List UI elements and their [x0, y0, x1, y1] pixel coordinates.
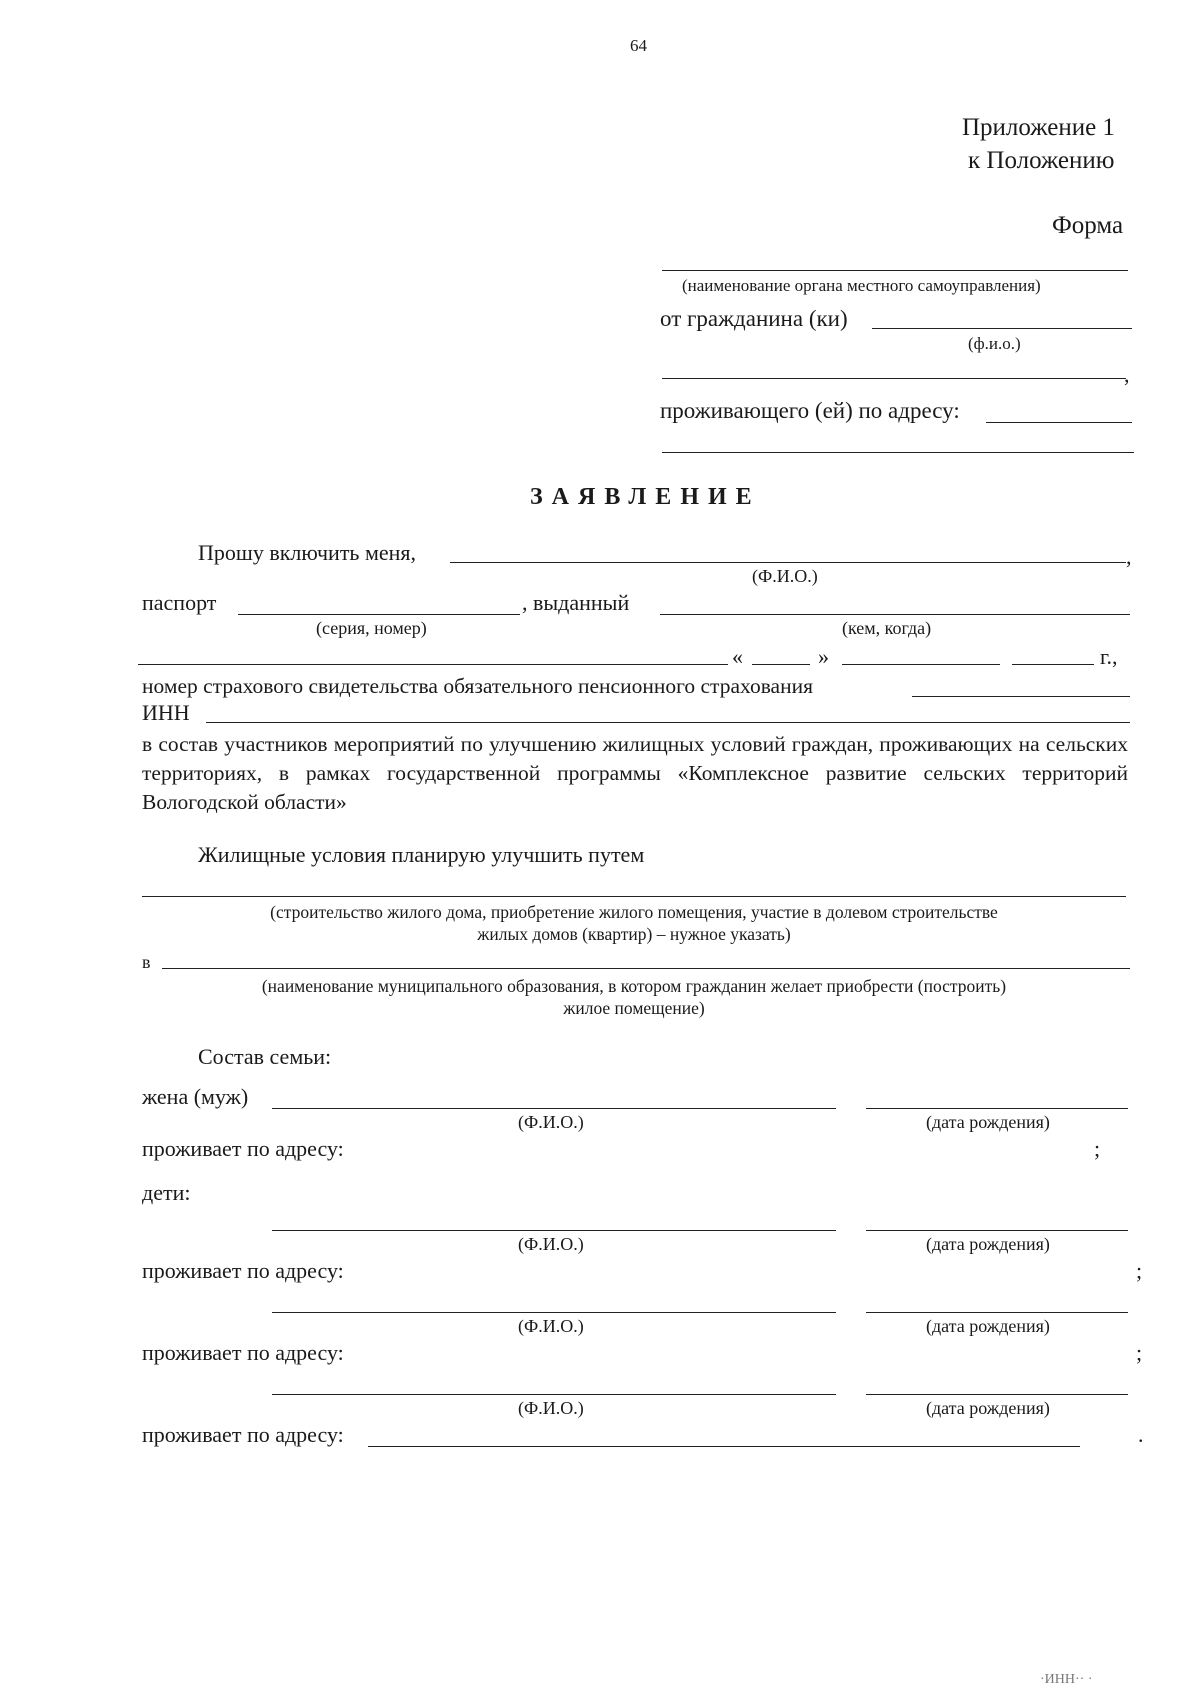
authority-line[interactable]: [662, 270, 1128, 271]
municipality-hint-2: жилое помещение): [563, 998, 705, 1018]
spouse-birth-hint: (дата рождения): [926, 1112, 1050, 1132]
residing-address-line-2[interactable]: [662, 452, 1134, 453]
program-paragraph: в состав участников мероприятий по улучшению жилищных условий граждан, проживающих на сельских территориях, в рамках государственной программы «Комплексное развитие сельских территорий Вологодской области»: [142, 732, 1128, 814]
citizen-fio-hint: (ф.и.о.): [968, 334, 1021, 353]
housing-method-hint-2: жилых домов (квартир) – нужное указать): [477, 924, 791, 944]
child-3-fio-line[interactable]: [272, 1394, 836, 1395]
passport-issuer-hint: (кем, когда): [842, 618, 932, 638]
child-1-address-label: проживает по адресу:: [142, 1258, 344, 1283]
authority-hint: (наименование органа местного самоуправления): [682, 276, 1041, 295]
date-quote-open: «: [732, 644, 743, 669]
child-3-address-end: .: [1138, 1422, 1144, 1447]
citizen-fio-line-2[interactable]: [662, 378, 1126, 379]
issue-month-line[interactable]: [842, 664, 1000, 665]
child-3-address-label: проживает по адресу:: [142, 1422, 344, 1447]
applicant-fio-hint: (Ф.И.О.): [752, 566, 818, 586]
spouse-address-end: ;: [1094, 1136, 1101, 1161]
regulation-label: к Положению: [968, 147, 1115, 174]
child-1-birth-line[interactable]: [866, 1230, 1128, 1231]
residing-at-label: проживающего (ей) по адресу:: [660, 398, 960, 423]
passport-issuer-line[interactable]: [660, 614, 1130, 615]
housing-method-line[interactable]: [142, 896, 1126, 897]
child-3-birth-line[interactable]: [866, 1394, 1128, 1395]
spouse-birth-line[interactable]: [866, 1108, 1128, 1109]
passport-label: паспорт: [142, 590, 217, 615]
passport-series-line[interactable]: [238, 614, 520, 615]
children-label: дети:: [142, 1180, 191, 1205]
municipality-prefix: в: [142, 952, 151, 972]
document-title: ЗАЯВЛЕНИЕ: [530, 484, 761, 510]
passport-series-hint: (серия, номер): [316, 618, 427, 638]
spouse-fio-hint: (Ф.И.О.): [518, 1112, 584, 1132]
applicant-fio-line[interactable]: [450, 562, 1126, 563]
issue-day-line[interactable]: [752, 664, 810, 665]
inn-line[interactable]: [206, 722, 1130, 723]
year-suffix: г.,: [1100, 644, 1118, 669]
child-1-fio-line[interactable]: [272, 1230, 836, 1231]
municipality-hint-1: (наименование муниципального образования, в котором гражданин желает приобрести (построить): [261, 976, 1007, 996]
child-3-fio-hint: (Ф.И.О.): [518, 1398, 584, 1418]
citizen-fio-comma: ,: [1124, 362, 1130, 387]
date-quote-close: »: [818, 644, 829, 669]
request-label: Прошу включить меня,: [198, 540, 417, 565]
form-label: Форма: [1052, 212, 1124, 239]
footer-mark: ·ИНН·· ·: [1040, 1672, 1093, 1687]
housing-plan-label: Жилищные условия планирую улучшить путем: [198, 842, 645, 867]
child-2-birth-hint: (дата рождения): [926, 1316, 1050, 1336]
applicant-fio-comma: ,: [1126, 544, 1132, 569]
child-2-fio-hint: (Ф.И.О.): [518, 1316, 584, 1336]
child-3-birth-hint: (дата рождения): [926, 1398, 1050, 1418]
passport-issuer-line-2[interactable]: [138, 664, 728, 665]
family-heading: Состав семьи:: [198, 1044, 332, 1069]
issued-label: , выданный: [522, 590, 630, 615]
child-2-birth-line[interactable]: [866, 1312, 1128, 1313]
inn-label: ИНН: [142, 700, 190, 725]
snils-line[interactable]: [912, 696, 1130, 697]
housing-method-hint-1: (строительство жилого дома, приобретение жилого помещения, участие в долевом строительстве: [270, 902, 998, 922]
child-2-address-label: проживает по адресу:: [142, 1340, 344, 1365]
citizen-fio-line[interactable]: [872, 328, 1132, 329]
page-number: 64: [630, 36, 647, 55]
spouse-label: жена (муж): [142, 1084, 249, 1109]
child-1-address-end: ;: [1136, 1258, 1143, 1283]
child-3-address-line[interactable]: [368, 1446, 1080, 1447]
snils-label: номер страхового свидетельства обязательного пенсионного страхования: [142, 674, 814, 698]
from-citizen-label: от гражданина (ки): [660, 306, 848, 331]
municipality-line[interactable]: [162, 968, 1130, 969]
spouse-fio-line[interactable]: [272, 1108, 836, 1109]
child-2-address-end: ;: [1136, 1340, 1143, 1365]
child-1-birth-hint: (дата рождения): [926, 1234, 1050, 1254]
spouse-address-label: проживает по адресу:: [142, 1136, 344, 1161]
residing-address-line[interactable]: [986, 422, 1132, 423]
child-2-fio-line[interactable]: [272, 1312, 836, 1313]
appendix-label: Приложение 1: [962, 114, 1115, 141]
issue-year-line[interactable]: [1012, 664, 1094, 665]
child-1-fio-hint: (Ф.И.О.): [518, 1234, 584, 1254]
